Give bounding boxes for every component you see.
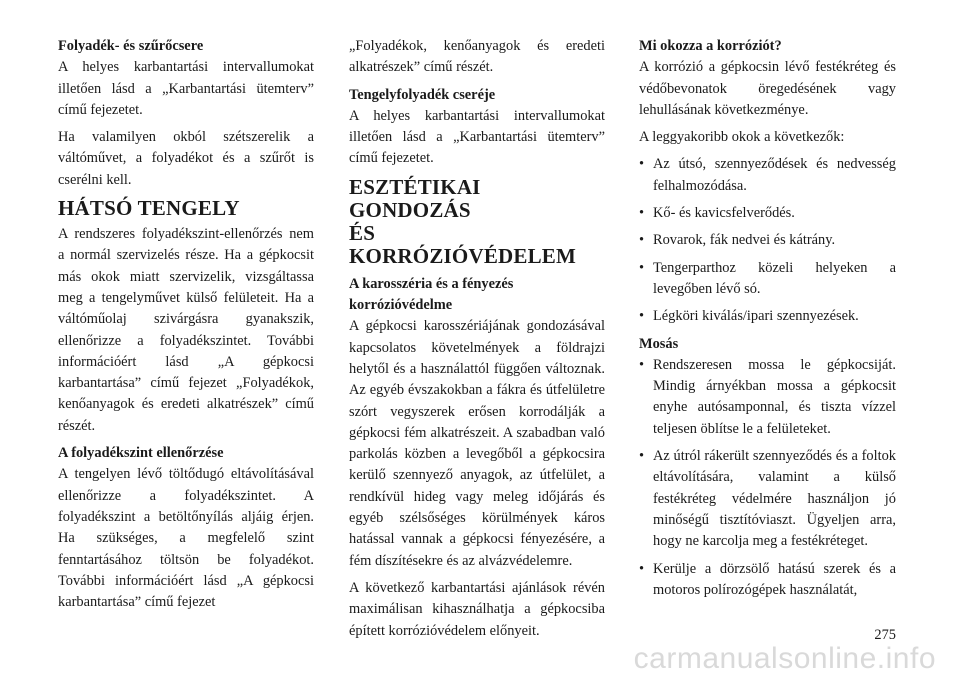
paragraph: A gépkocsi karosszériájának gondozásával kapcsolatos követelmények a földrajzi helytől és a használattól függően változnak. Az egyéb évszakokban a fákra és útfelületre szórt vegyszerek erősen korrodálják a gépkocsi fém alkatrészeit. A szabadban való parkolás közben a levegőből a gépkocsira kerülő szennyező anyagok, az útfelület, a rendkívül hideg vagy meleg időjárás és egyéb szélsőséges körülmények káros hatással vannak a gépkocsi fényezésére, a fém díszítésekre és az alvázvédelemre.	[349, 318, 605, 569]
corrosion-cause-heading: Mi okozza a korróziót?	[639, 38, 782, 54]
axle-fluid-change-heading: Tengelyfolyadék cseréje	[349, 86, 496, 103]
watermark: carmanualsonline.info	[633, 642, 936, 675]
washing-list	[639, 355, 896, 601]
column-1	[58, 36, 314, 613]
column-3	[639, 36, 896, 607]
page-number: 275	[874, 627, 896, 643]
fluid-level-check-heading: A folyadékszint ellenőrzése	[58, 445, 224, 462]
column-2	[349, 36, 605, 642]
paragraph: A tengelyen lévő töltődugó eltávolításával ellenőrizze a folyadékszintet. A folyadékszint a betöltőnyílás aljáig érjen. Ha szükséges, a megfelelő szint fenntartásához töltsön be folyadékot. További információért lásd „A gépkocsi karbantartása” című fejezet	[58, 466, 314, 611]
list-item: • Rendszeresen mossa le gépkocsiját. Mindig árnyékban mossa a gépkocsit enyhe autósamponnal, és tiszta vízzel teljesen öblítse le a felületeket.	[639, 355, 896, 440]
list-item: • Az útsó, szennyeződések és nedvesség felhalmozódása.	[639, 154, 896, 197]
fluid-filter-heading: Folyadék- és szűrőcsere	[58, 38, 204, 54]
body-paint-heading: A karosszéria és a fényezés korrózióvédelme	[349, 275, 514, 314]
list-item: • Tengerparthoz közeli helyeken a levegőben lévő só.	[639, 258, 896, 301]
section-heading	[349, 176, 605, 268]
list-item: • Az útról rákerült szennyeződés és a foltok eltávolítására, valamint a külső festékréteg védelmére használjon jó minőségű tisztítóviaszt. Ügyeljen arra, hogy ne karcolja meg a festékréteget.	[639, 446, 896, 552]
paragraph: A leggyakoribb okok a következők:	[639, 129, 845, 146]
causes-list	[639, 154, 896, 327]
section-heading-line2: ÉS KORRÓZIÓVÉDELEM	[349, 220, 577, 268]
paragraph: A korrózió a gépkocsin lévő festékréteg és védőbevonatok öregedésének vagy lehullásának következménye.	[639, 59, 896, 118]
list-item: • Kerülje a dörzsölő hatású szerek és a motoros polírozógépek használatát,	[639, 559, 896, 602]
list-item: • Rovarok, fák nedvei és kátrány.	[639, 230, 896, 251]
rear-axle-heading: HÁTSÓ TENGELY	[58, 196, 240, 221]
list-item: • Légköri kiválás/ipari szennyezések.	[639, 306, 896, 327]
washing-heading: Mosás	[639, 335, 679, 352]
section-heading-line1: ESZTÉTIKAI GONDOZÁS	[349, 174, 481, 222]
paragraph: Ha valamilyen okból szétszerelik a váltóművet, a folyadékot és a szűrőt is cserélni kell.	[58, 129, 314, 188]
list-item: • Kő- és kavicsfelverődés.	[639, 203, 896, 224]
paragraph: „Folyadékok, kenőanyagok és eredeti alkatrészek” című részét.	[349, 38, 605, 76]
paragraph: A helyes karbantartási intervallumokat illetően lásd a „Karbantartási ütemterv” című fejezetet.	[58, 59, 314, 118]
paragraph: A helyes karbantartási intervallumokat illetően lásd a „Karbantartási ütemterv” című fejezetet.	[349, 107, 605, 167]
paragraph: A rendszeres folyadékszint-ellenőrzés nem a normál szervizelés része. Ha a gépkocsit más okok miatt szervizelik, vizsgáltassa meg a tengelyművet külső felületeit. Ha a váltóműolaj szivárgásra gyanakszik, ellenőrizze a folyadékszintet. További információért lásd „A gépkocsi karbantartása” című fejezet „Folyadékok, kenőanyagok és eredeti alkatrészek” című részét.	[58, 226, 314, 434]
paragraph: A következő karbantartási ajánlások révén maximálisan kihasználhatja a gépkocsiba épített korrózióvédelem előnyeit.	[349, 579, 605, 639]
